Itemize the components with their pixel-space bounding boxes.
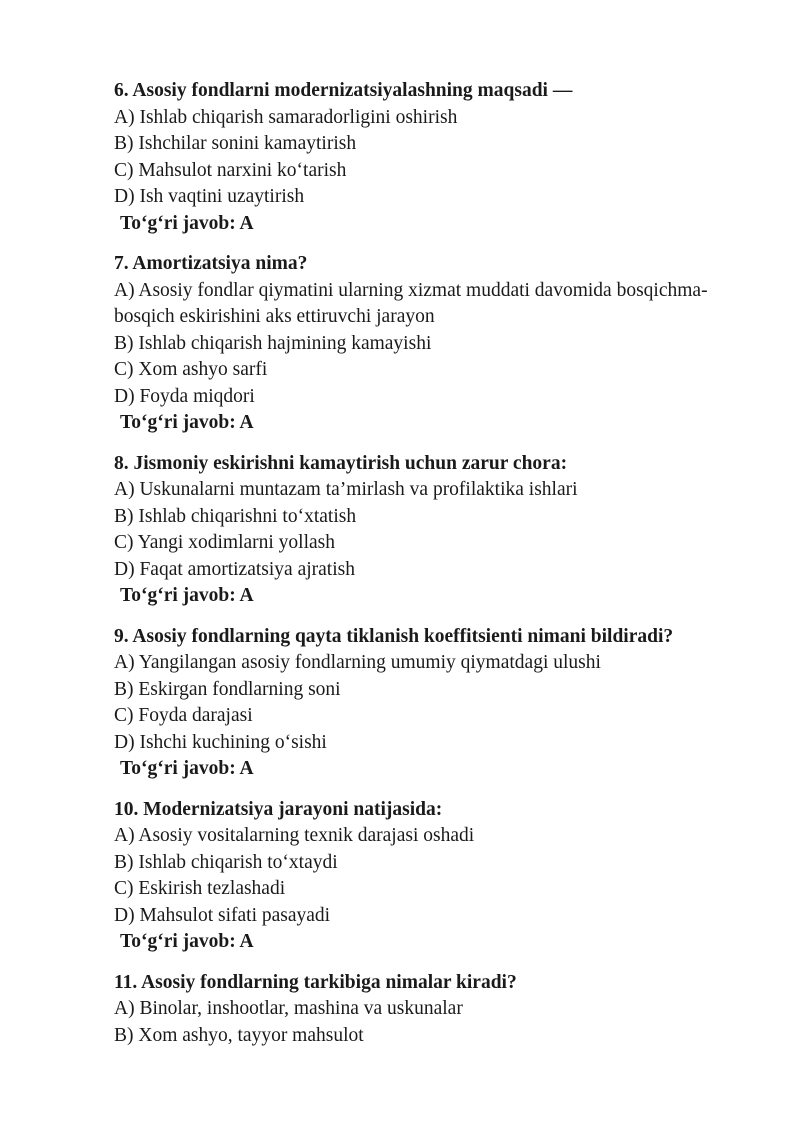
option-a: A) Asosiy vositalarning texnik darajasi oshadi [114, 825, 475, 846]
correct-answer: To‘g‘ri javob: A [120, 758, 254, 779]
correct-answer: To‘g‘ri javob: A [120, 931, 254, 952]
option-d: D) Foyda miqdori [114, 385, 255, 407]
option-b: B) Ishlab chiqarish hajmining kamayishi [114, 332, 432, 354]
option-a: A) Ishlab chiqarish samaradorligini oshirish [114, 106, 458, 128]
option-b: B) Xom ashyo, tayyor mahsulot [114, 1024, 364, 1046]
question-title: 8. Jismoniy eskirishni kamaytirish uchun zarur chora: [114, 452, 568, 474]
option-c: C) Eskirish tezlashadi [114, 878, 286, 899]
option-a: A) Yangilangan asosiy fondlarning umumiy qiymatdagi ulushi [114, 652, 601, 673]
option-c: C) Mahsulot narxini ko‘tarish [114, 159, 347, 181]
option-b: B) Ishlab chiqarish to‘xtaydi [114, 851, 338, 873]
question-title: 10. Modernizatsiya jarayoni natijasida: [114, 798, 443, 820]
question-title: 6. Asosiy fondlarni modernizatsiyalashning maqsadi — [114, 80, 573, 101]
question-7 [114, 251, 754, 437]
option-c: C) Xom ashyo sarfi [114, 359, 268, 380]
question-11 [114, 970, 754, 1050]
option-d: D) Ish vaqtini uzaytirish [114, 186, 305, 207]
question-8 [114, 451, 754, 610]
question-10 [114, 797, 754, 956]
option-c: C) Foyda darajasi [114, 705, 253, 726]
question-title: 7. Amortizatsiya nima? [114, 253, 308, 274]
correct-answer: To‘g‘ri javob: A [120, 412, 254, 433]
option-c: C) Yangi xodimlarni yollash [114, 532, 336, 553]
option-b: B) Ishlab chiqarishni to‘xtatish [114, 505, 357, 527]
option-d: D) Faqat amortizatsiya ajratish [114, 558, 355, 580]
option-d: D) Mahsulot sifati pasayadi [114, 904, 331, 926]
option-b: B) Eskirgan fondlarning soni [114, 678, 341, 700]
document-page [114, 78, 754, 1063]
option-a: A) Uskunalarni muntazam ta’mirlash va profilaktika ishlari [114, 479, 578, 500]
question-9 [114, 624, 754, 783]
option-a: A) Asosiy fondlar qiymatini ularning xizmat muddati davomida bosqichma-bosqich eskirishini aks ettiruvchi jarayon [114, 279, 708, 327]
option-a: A) Binolar, inshootlar, mashina va uskunalar [114, 998, 463, 1019]
question-6 [114, 78, 754, 237]
correct-answer: To‘g‘ri javob: A [120, 212, 254, 234]
option-b: B) Ishchilar sonini kamaytirish [114, 133, 357, 154]
option-d: D) Ishchi kuchining o‘sishi [114, 731, 327, 753]
question-title: 9. Asosiy fondlarning qayta tiklanish koeffitsienti nimani bildiradi? [114, 625, 674, 647]
question-title: 11. Asosiy fondlarning tarkibiga nimalar kiradi? [114, 971, 517, 993]
correct-answer: To‘g‘ri javob: A [120, 585, 254, 606]
